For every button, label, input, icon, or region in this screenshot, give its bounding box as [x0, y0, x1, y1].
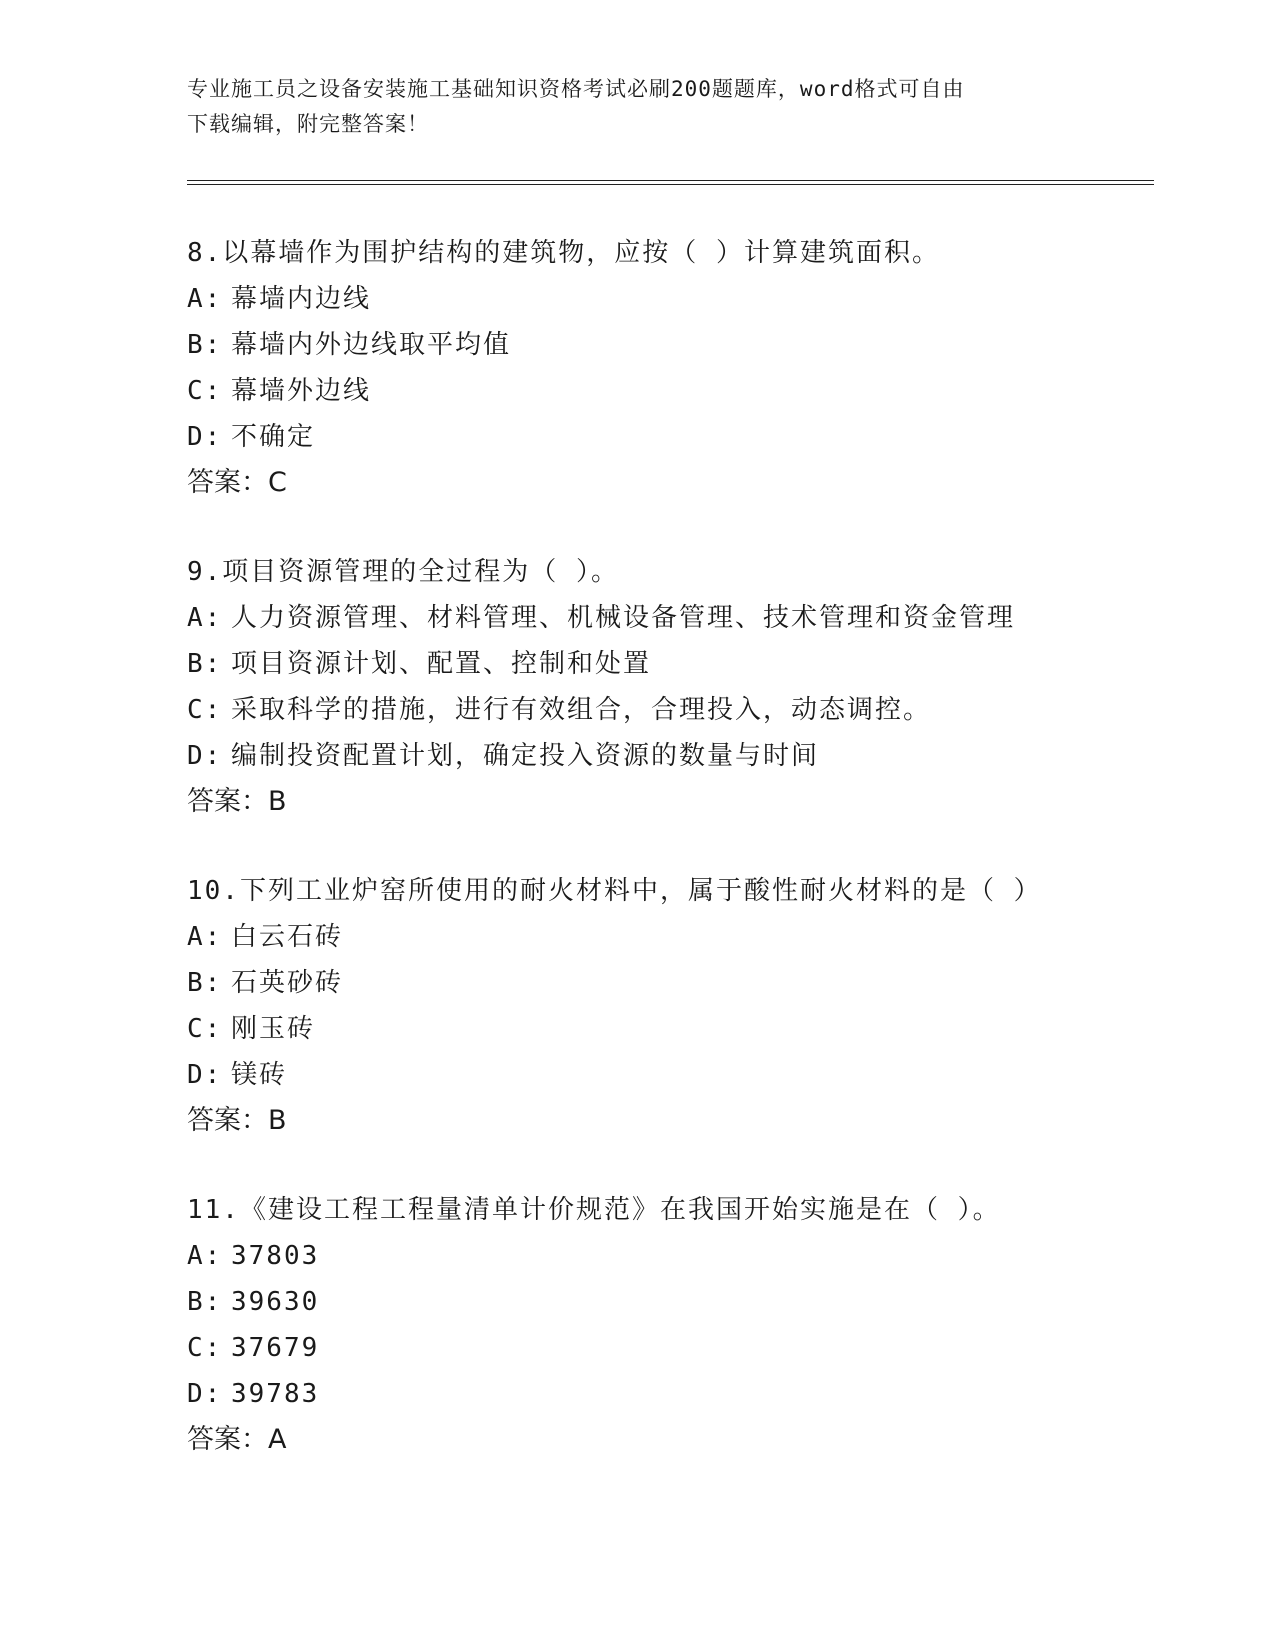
- option-text: 编制投资配置计划，确定投入资源的数量与时间: [231, 741, 820, 771]
- option-letter: A:: [187, 603, 223, 633]
- option-letter: A:: [187, 1241, 223, 1271]
- option-letter: C:: [187, 695, 223, 725]
- option-letter: B:: [187, 330, 223, 360]
- option-letter: D:: [187, 741, 223, 771]
- option-d: [187, 414, 1167, 460]
- question-11: [187, 1187, 1167, 1463]
- header-line-1: 专业施工员之设备安装施工基础知识资格考试必刷200题题库，word格式可自由: [187, 77, 965, 101]
- option-c: [187, 1006, 1167, 1052]
- answer-line: 答案：B: [187, 786, 287, 817]
- option-letter: D:: [187, 1060, 223, 1090]
- option-text: 人力资源管理、材料管理、机械设备管理、技术管理和资金管理: [231, 603, 1016, 633]
- option-c: [187, 368, 1167, 414]
- option-text: 幕墙外边线: [231, 376, 372, 406]
- option-c: [187, 687, 1167, 733]
- option-letter: B:: [187, 1287, 223, 1317]
- option-letter: B:: [187, 649, 223, 679]
- option-c: [187, 1325, 1167, 1371]
- option-text: 幕墙内边线: [231, 284, 372, 314]
- header-divider-bottom: [187, 184, 1154, 185]
- option-letter: B:: [187, 968, 223, 998]
- question-9: [187, 549, 1167, 825]
- option-text: 采取科学的措施，进行有效组合，合理投入，动态调控。: [231, 695, 932, 725]
- option-b: [187, 960, 1167, 1006]
- option-text: 37679: [231, 1333, 320, 1363]
- question-8: [187, 230, 1167, 506]
- answer-line: 答案：B: [187, 1105, 287, 1136]
- option-b: [187, 1279, 1167, 1325]
- option-text: 不确定: [231, 422, 316, 452]
- option-letter: D:: [187, 422, 223, 452]
- option-letter: D:: [187, 1379, 223, 1409]
- header-line-2: 下载编辑，附完整答案！: [187, 112, 429, 136]
- option-d: [187, 733, 1167, 779]
- option-a: [187, 914, 1167, 960]
- question-list: [187, 230, 1167, 1506]
- option-letter: C:: [187, 1014, 223, 1044]
- option-text: 白云石砖: [231, 922, 344, 952]
- option-text: 石英砂砖: [231, 968, 344, 998]
- option-d: [187, 1052, 1167, 1098]
- answer-line: 答案：A: [187, 1424, 287, 1455]
- question-stem: 11.《建设工程工程量清单计价规范》在我国开始实施是在（ ）。: [187, 1195, 1001, 1225]
- header-divider-top: [187, 180, 1154, 181]
- option-a: [187, 276, 1167, 322]
- option-b: [187, 322, 1167, 368]
- option-text: 39630: [231, 1287, 320, 1317]
- option-letter: C:: [187, 1333, 223, 1363]
- option-text: 幕墙内外边线取平均值: [231, 330, 512, 360]
- option-letter: A:: [187, 922, 223, 952]
- answer-line: 答案：C: [187, 467, 287, 498]
- option-text: 项目资源计划、配置、控制和处置: [231, 649, 652, 679]
- option-text: 镁砖: [231, 1060, 288, 1090]
- option-d: [187, 1371, 1167, 1417]
- question-10: [187, 868, 1167, 1144]
- question-stem: 9.项目资源管理的全过程为（ ）。: [187, 557, 619, 587]
- option-text: 刚玉砖: [231, 1014, 316, 1044]
- option-text: 39783: [231, 1379, 320, 1409]
- option-letter: C:: [187, 376, 223, 406]
- option-a: [187, 595, 1167, 641]
- option-b: [187, 641, 1167, 687]
- option-a: [187, 1233, 1167, 1279]
- question-stem: 8.以幕墙作为围护结构的建筑物，应按（ ）计算建筑面积。: [187, 238, 940, 268]
- option-letter: A:: [187, 284, 223, 314]
- option-text: 37803: [231, 1241, 320, 1271]
- question-stem: 10.下列工业炉窑所使用的耐火材料中，属于酸性耐火材料的是（ ）: [187, 876, 1042, 906]
- document-header: [187, 72, 1087, 142]
